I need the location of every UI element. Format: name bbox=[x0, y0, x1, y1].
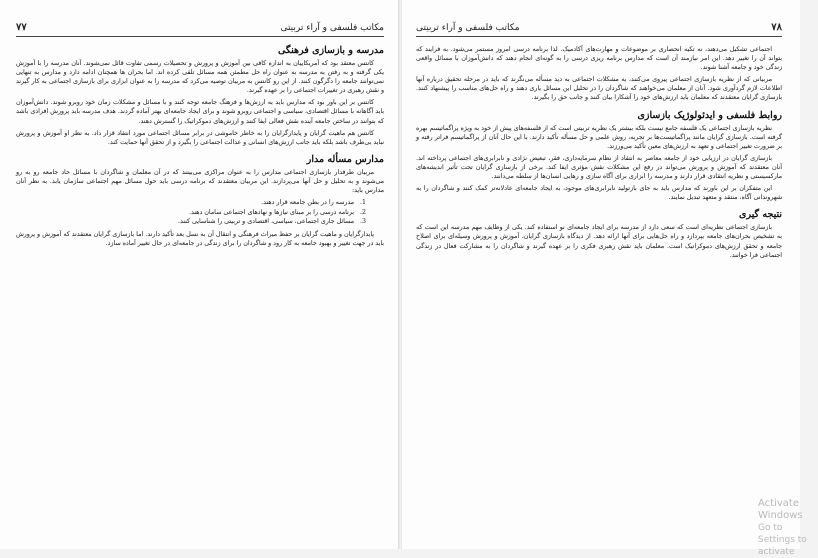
section-heading: مدارس مسأله مدار bbox=[306, 153, 384, 165]
list-item: 2. برنامه درسی را بر مبنای نیازها و نهادهای اجتماعی سامان دهند. bbox=[16, 208, 358, 217]
paragraph: پایدارگرایان و ماهیت گرایان بر حفظ میراث فرهنگی و انتقال آن به نسل بعد تأکید دارند. اما بازسازی گرایان معتقدند که آموزش و پرورش باید در جهت تغییر و بهبود جامعه به کار رود و شاگردان را برای زندگی در جامعه‌ای در حال تغییر آماده سازد. bbox=[16, 231, 384, 248]
section-heading: نتیجه گیری bbox=[739, 209, 782, 221]
left-running-title: مکاتب فلسفی و آراء تربیتی bbox=[280, 23, 384, 33]
paragraph: کانتس بر این باور بود که مدارس باید به ارزش‌ها و فرهنگ جامعه توجه کنند و با مسائل و مشکلات زمان خود روبرو شوند. دانش‌آموزان باید آگاهانه با مسائل اقتصادی، سیاسی و اجتماعی روبرو شوند و برای ایجاد جامعه‌ای بهتر آماده گردند. هدف مدرسه باید پرورش افرادی باشد که بتوانند در ساختن جامعه آینده نقش فعالی ایفا کنند و ارزش‌های دموکراتیک را گسترش دهند. bbox=[16, 99, 384, 125]
activation-watermark bbox=[758, 498, 818, 558]
right-page bbox=[402, 0, 800, 549]
paragraph: کانتس معتقد بود که آمریکاییان به اندازه کافی بین آموزش و پرورش و تحصیلات رسمی تفاوت قائل نمی‌شوند. آنان مدرسه را با آموزش یکی گرفته و به رفتن به مدرسه به عنوان راه حل مطمئن همه مسائل تلقی کرده اند. اما بحران ها همچنان ادامه دارد و مدارس به تنهایی نمی‌توانند جامعه را دگرگون کنند. از این رو کانتس به مربیان توصیه می‌کرد که مدرسه را به عنوان ابزاری برای بازسازی اجتماعی به کار گیرند و نقش رهبری در تغییرات اجتماعی را بر عهده گیرند. bbox=[16, 60, 384, 95]
left-running-head bbox=[16, 22, 384, 37]
paragraph: اجتماعی تشکیل می‌دهند، نه تکیه انحصاری بر موضوعات و مهارت‌های آکادمیک. لذا برنامه درسی امروز مستمر می‌شود. به فرایند که بتواند آن را تغییر دهد. این امر نیازمند آن است که مدارس برنامه ریزی درسی را به گونه‌ای انجام دهند که دانش‌آموزان با مسائل واقعی زندگی خود و جامعه آشنا شوند. bbox=[416, 46, 782, 72]
right-running-title: مکاتب فلسفی و آراء تربیتی bbox=[416, 23, 520, 33]
list-item: 1. مدرسه را در بطن جامعه قرار دهند. bbox=[16, 198, 358, 207]
paragraph: مربیان طرفدار بازسازی اجتماعی مدارس را به عنوان مراکزی می‌بینند که در آن معلمان و شاگردان با مسائل حاد جامعه رو به رو می‌شوند و به تحلیل و حل آنها می‌پردازند. این مربیان معتقدند که برنامه درسی باید حول مسائل مهم اجتماعی سازمان یابد. به نظر آنان مدارس باید: bbox=[16, 168, 384, 195]
numbered-list bbox=[16, 198, 384, 226]
right-page-number: ۷۸ bbox=[771, 22, 782, 33]
section-heading: روابط فلسفی و ایدئولوژیک بازسازی bbox=[637, 109, 782, 121]
paragraph: نظریه بازسازی اجتماعی یک فلسفه جامع نیست بلکه بیشتر یک نظریه تربیتی است که از فلسفه‌های پیش از خود به ویژه پراگماتیسم بهره گرفته است. بازسازی گرایان مانند پراگماتیست‌ها بر تجربه، روش علمی و حل مسأله تأکید دارند. با این حال آنان از پراگماتیسم فراتر رفته و بر ضرورت تغییر اجتماعی و تعهد به ارزش‌های معین تأکید می‌ورزند. bbox=[416, 124, 782, 150]
right-running-head bbox=[416, 22, 782, 37]
paragraph: کانتس هم ماهیت گرایان و پایدارگرایان را به خاطر خاموشی در برابر مسائل اجتماعی مورد انتقاد قرار داد. به نظر او آموزش و پرورش نباید بی‌طرف باشد بلکه باید جانب ارزش‌های انسانی و عدالت اجتماعی را بگیرد و از تحقق آنها حمایت کند. bbox=[16, 129, 384, 146]
left-page bbox=[0, 0, 398, 549]
paragraph: بازسازی اجتماعی نظریه‌ای است که سعی دارد از مدرسه برای ایجاد جامعه‌ای نو استفاده کند. یکی از وظایف مهم مدرسه این است که به تشخیص بحران‌های جامعه بپردازد و راه حل‌هایی برای آنها ارائه دهد. از دیدگاه بازسازی گرایان، آموزش و پرورش وسیله‌ای برای اصلاح جامعه و تحقق ارزش‌های دموکراتیک است. معلمان باید نقش رهبری فکری را بر عهده گیرند و شاگردان را به مشارکت فعال در زندگی اجتماعی فرا خوانند. bbox=[416, 224, 782, 259]
paragraph: مربیانی که از نظریه بازسازی اجتماعی پیروی می‌کنند، به مشکلات اجتماعی به دید مسأله می‌نگرند که باید در مرحله تحقیق درباره آنها اطلاعات لازم گردآوری شود. آنان از معلمان می‌خواهند که شاگردان را در تحلیل این مسائل یاری دهند و راه حل‌های مناسب را پیشنهاد کنند. بازسازی گرایان معتقدند که معلمان باید ارزش‌های خود را آشکارا بیان کنند و جانب حق را بگیرند. bbox=[416, 76, 782, 102]
paragraph: این متفکران بر این باورند که مدارس باید به جای بازتولید نابرابری‌های موجود، به ایجاد جامعه‌ای عادلانه‌تر کمک کنند و شاگردان را به شهروندانی آگاه، منتقد و متعهد تبدیل نمایند. bbox=[416, 185, 782, 202]
list-item: 3. مسائل جاری اجتماعی، سیاسی، اقتصادی و تربیتی را شناسایی کنند. bbox=[16, 217, 358, 226]
section-heading: مدرسه و بازسازی فرهنگی bbox=[277, 45, 384, 56]
left-page-number: ۷۷ bbox=[16, 22, 27, 33]
watermark-subtitle: Go to Settings to activate bbox=[758, 523, 807, 557]
paragraph: بازسازی گرایان در ارزیابی خود از جامعه معاصر به انتقاد از نظام سرمایه‌داری، فقر، تبعیض نژادی و نابرابری‌های اجتماعی پرداخته اند. آنان معتقدند که آموزش و پرورش می‌تواند در رفع این مشکلات نقش مؤثری ایفا کند. برخی از بازسازی گرایان تحت تأثیر اندیشه‌های مارکسیستی و نظریه انتقادی قرار دارند و مدرسه را ابزاری برای آگاه سازی و رهایی انسان‌ها از سلطه می‌دانند. bbox=[416, 154, 782, 181]
watermark-title: Activate Windows bbox=[758, 498, 803, 521]
